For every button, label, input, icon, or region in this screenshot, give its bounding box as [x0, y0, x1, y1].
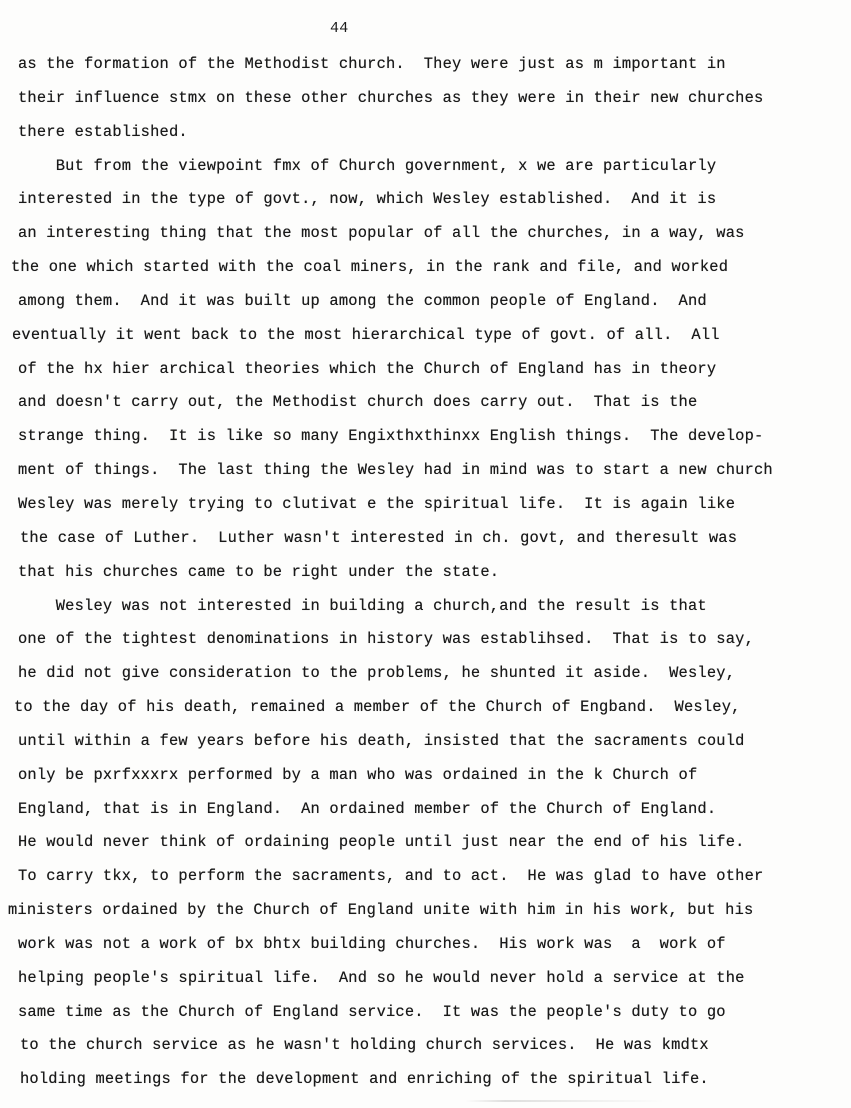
- text-line: eventually it went back to the most hierarchical type of govt. of all. All: [12, 325, 720, 344]
- text-line: Wesley was not interested in building a church,and the result is that: [18, 596, 707, 615]
- page-number: 44: [330, 20, 349, 37]
- text-line: He would never think of ordaining people until just near the end of his life.: [18, 833, 745, 852]
- text-line: holding meetings for the development and enriching of the spiritual life.: [20, 1070, 709, 1089]
- text-line: England, that is in England. An ordained member of the Church of England.: [18, 799, 717, 818]
- text-line: one of the tightest denominations in history was establihsed. That is to say,: [18, 630, 754, 649]
- text-line: ministers ordained by the Church of England unite with him in his work, but his: [8, 901, 754, 920]
- text-line: same time as the Church of England service. It was the people's duty to go: [18, 1002, 726, 1021]
- scan-smudge: [465, 1100, 665, 1102]
- text-line: To carry tkx, to perform the sacraments, and to act. He was glad to have other: [18, 867, 764, 886]
- text-line: of the hx hier archical theories which the Church of England has in theory: [18, 359, 717, 378]
- text-line: and doesn't carry out, the Methodist church does carry out. That is the: [18, 393, 698, 412]
- text-line: there established.: [18, 122, 188, 141]
- text-line: Wesley was merely trying to clutivat e the spiritual life. It is again like: [18, 494, 736, 513]
- body-text: [0, 48, 851, 1097]
- text-line: only be pxrfxxxrx performed by a man who was ordained in the k Church of: [18, 765, 698, 784]
- text-line: among them. And it was built up among the common people of England. And: [18, 291, 707, 310]
- text-line: to the church service as he wasn't holding church services. He was kmdtx: [20, 1036, 709, 1055]
- text-line: until within a few years before his death, insisted that the sacraments could: [18, 731, 745, 750]
- text-line: as the formation of the Methodist church. They were just as m important in: [18, 55, 726, 73]
- text-line: strange thing. It is like so many Engixthxthinxx English things. The develop-: [18, 427, 764, 446]
- text-line: ment of things. The last thing the Wesley had in mind was to start a new church: [18, 461, 773, 480]
- text-line: their influence stmx on these other churches as they were in their new churches: [18, 88, 764, 107]
- text-line: But from the viewpoint fmx of Church government, x we are particularly: [18, 156, 717, 175]
- text-line: to the day of his death, remained a member of the Church of Engband. Wesley,: [14, 698, 741, 717]
- text-line: the case of Luther. Luther wasn't interested in ch. govt, and theresult was: [20, 528, 738, 547]
- text-line: the one which started with the coal miners, in the rank and file, and worked: [11, 258, 729, 277]
- text-line: helping people's spiritual life. And so he would never hold a service at the: [18, 968, 745, 987]
- text-line: an interesting thing that the most popular of all the churches, in a way, was: [18, 224, 745, 243]
- text-line: he did not give consideration to the problems, he shunted it aside. Wesley,: [18, 664, 736, 683]
- text-line: interested in the type of govt., now, which Wesley established. And it is: [18, 190, 717, 209]
- text-line: work was not a work of bx bhtx building churches. His work was a work of: [18, 934, 726, 953]
- text-line: that his churches came to be right under the state.: [18, 562, 500, 581]
